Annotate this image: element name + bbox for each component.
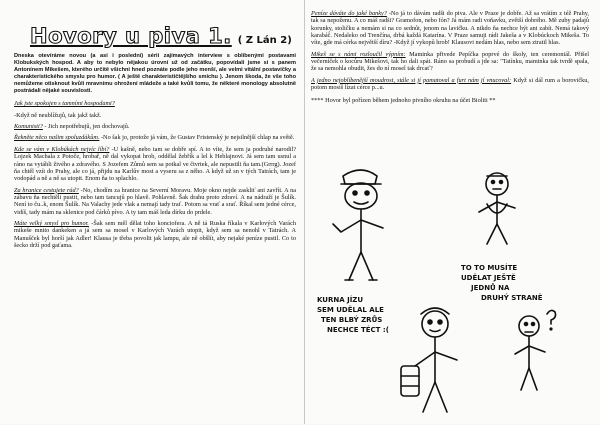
interview-paragraph <box>311 10 589 47</box>
speech-bubble-right-line-4: DRUHÝ STRANĚ <box>481 294 543 302</box>
figure-left <box>333 170 383 280</box>
interview-question: Máte velký smysl pro humor. <box>14 219 89 227</box>
speech-bubble-left-line-2: SEM UDĚLAL ALE <box>317 306 384 314</box>
interview-paragraph <box>14 112 296 119</box>
interview-question: Řekněte něco našim spoluzdákům. <box>14 134 100 142</box>
interview-answer: Maminka přivede Pepíčka poprvé do školy, ten ceremoniál. Přišel večerníček o kocůru Mikešovi, tak ho dali spát. Ráno sa probudí a jde sa: "Tatínku, maminka tak tvrdě spala, že sa nemohla obudit, žes do ní mosel tak drcať? <box>311 50 589 73</box>
article-intro: Dneska otevíráme novou (a asi i poslední) sérii zajímavých interview s oblíbenými postavami Klobukských hospod. A aby to nebylo nějakou úrovní už od začátku, popovídali jsme si s panem Antonínem Mikešem, kterého určitě všichni hned poznáte podle jeho menší, ale velmi vitální postavičky a charakteristického smyslu pro humor. ( A ještě charakterističtějšího smíchu ). Jenom škoda, že vše toho nemůžeme otisknout kvůli mravnímu ohrožení mládeže a také kvůli tomu, že některé monology absolutně postrádali nějaké souvislosti. <box>14 53 296 94</box>
interview-question: Za hranice cestujete rád? <box>14 186 79 194</box>
page-fold <box>304 0 305 424</box>
interview-answer: -No šak jo, protože já vám, že Gustav Fristenský je nejsilnější chlap na světě. <box>99 134 295 142</box>
interview-answer: - Jich nepotřebujů, jen dochovajů. <box>42 123 130 131</box>
interview-paragraph <box>14 123 296 130</box>
interview-question: A jedno nejoblíbenější moudrost, stále si jí pamatoval a furt nám jí vnucoval: <box>311 76 512 84</box>
interview-question: Kde se vám v Klobúkách nejvíc líbí? <box>14 145 110 153</box>
figure-right-top <box>479 173 515 244</box>
interview-paragraph <box>311 77 589 92</box>
interview-question: Peníze dáváte do jaké banky? <box>311 10 387 17</box>
cartoon-drawing <box>311 162 589 420</box>
interview-paragraph <box>14 134 296 141</box>
speech-bubble-right-line-2: UDĚLAT JEŠTĚ <box>461 274 516 282</box>
figure-bottom-left <box>401 308 457 412</box>
article-title: Hovory u piva 1. <box>30 24 232 48</box>
speech-bubble-right-line-1: TO TO MUSÍTE <box>461 264 518 272</box>
interview-question: Komunisti? <box>14 123 43 131</box>
interview-paragraph <box>14 146 296 183</box>
interview-paragraph <box>311 51 589 73</box>
interview-answer: Když si dál rum a borovičku, potom mosíš lízat cérce p...u. <box>311 76 589 92</box>
interview-answer: -No, chodím za hranice na Severní Moravu. Moje okno nejde zaskliť ani zavřít. A na zábavu ňa nechtěli pustit, nebo tam tancujů po hlavě. Pohlavně. Šak drahu proto zdraví. A na nádraží je Šulík. Není to ču..k, enom Šulík. Na Valachy jede vlak a nemají tady trať. Potom sa vrať a srať. Říkal sem jedné cérce, vidíš, tady mám na sklenice pod čárků pívo. A ty tam máš leda dírku do prdele. <box>14 186 296 216</box>
interview-question: Jak jste spokojen s tamními hospodami? <box>14 100 115 108</box>
interview-answer: -Šak sem měl dělat toho konciofera. A ně tá Ruska říkala v Karlových Varách mikeše mnito dankeken a já sem sa mosel v Karlových Varách utopit, když sem sa nenohl v Tatrách. A Manušček byl horší jak Adler! Klausa je třeba povolit jak lampu, ale ně obšlít, aby nejaké peníze pustil. Co to šecko drží pod gaťama. <box>14 219 296 249</box>
left-page <box>14 0 296 424</box>
left-interview <box>14 100 296 249</box>
speech-bubble-left-line-4: NECHCE TÉCT :( <box>327 326 389 334</box>
interview-answer: -Když ně neublížujů, tak jakž takž. <box>14 111 102 119</box>
article-subtitle: ( Z Lán 2) <box>237 35 292 46</box>
interview-answer: -U kašně, nebo tam se dobře spí. A to víte, že sem ja podruhé narodil? Lojzek Machala z Potoče, hrobař, ně dal vykopat hrob, oddělal žebřík a lel k Heblajnovi. Já sem tam usnul a ráno na vytáhli živého a zdravého. S Jozefem Zůmů sem sa potkal ve čtvrtek, ale nepustili ňa tam.(Grrrg). Jozef ňa chtěl vzít do Prahy, ale co já, přijdu na Karlův most a vyseru sa z něho. A když už sn v tých Tatrách, tam je vodopád a ně a ně sa utopit. Enom ňa to splachlo. <box>14 145 297 183</box>
article-header <box>30 24 296 48</box>
interview-paragraph <box>14 187 296 216</box>
speech-bubble-right-line-3: JEDNŮ NA <box>471 284 510 292</box>
interview-answer: -No já to dávám radši do piva. Ale v Praze je dobře. Až sa vrátím z též Prahy, tak sa nepoženu. A co máš radši? Gramofon, nebo fón? Já mám radi voňavku, zvětší dobrého. Mě zuby padajů korunky, stoličku a nemám si na co sednůt, jenom na lavičku. A nikdo ňa nechce být ani zabít. Nemá takový karabáč. Nedaleko od Trenčína, drbá každá Katarína. V Praze samuji rádi Jakeša a v Klobúckoch Mikeša. To víte, gde má cérka největší díru? -Když jí vykopů hrob! Klausovi nedám hlas, nebo sem ztratil hlas. <box>311 10 589 47</box>
right-interview <box>311 10 589 91</box>
speech-bubble-left-line-1: KURNA JÍZU <box>317 296 364 304</box>
article-footer: **** Hovor byl pořízen během jednoho pivního okruhu na účet Bioliti ** <box>311 97 496 105</box>
interview-question: Mikeš se s námi rozloučil výpním: <box>311 50 406 58</box>
interview-paragraph <box>14 220 296 249</box>
cartoon-svg <box>311 162 589 420</box>
figure-bottom-right <box>515 310 556 390</box>
speech-bubble-left-line-3: TEN BLBÝ ZRŮS <box>321 316 383 324</box>
interview-paragraph <box>14 100 296 107</box>
